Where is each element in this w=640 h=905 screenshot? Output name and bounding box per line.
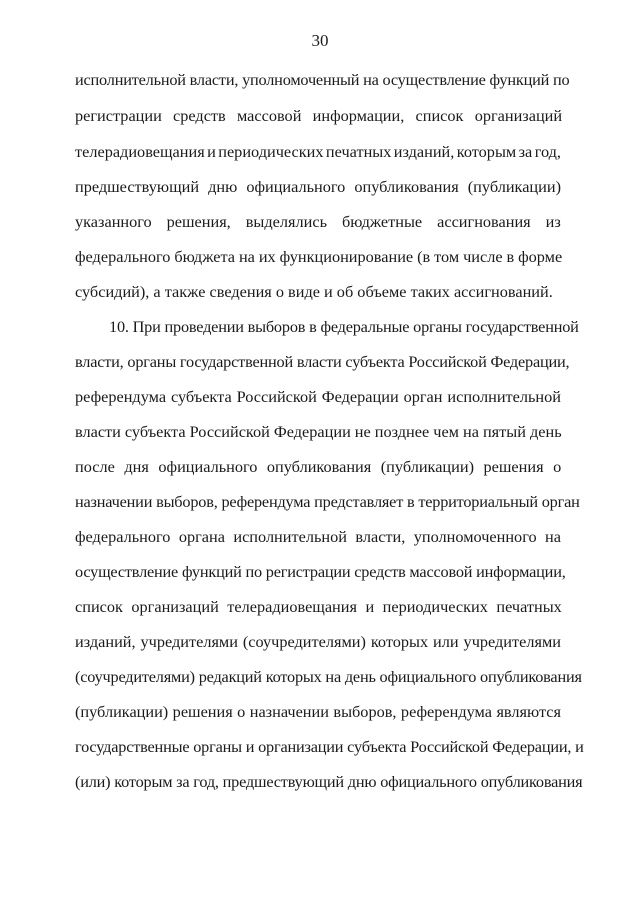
text-line: после дня официального опубликования (публикации) решения о — [75, 457, 562, 476]
text-line: власти субъекта Российской Федерации не позднее чем на пятый день — [75, 422, 562, 441]
text-line: референдума субъекта Российской Федерации орган исполнительной — [75, 387, 561, 406]
text-line: телерадиовещания и периодических печатных изданий, которым за год, — [75, 142, 561, 161]
text-line: (публикации) решения о назначении выборов, референдума являются — [75, 702, 561, 721]
text-line: предшествующий дню официального опубликования (публикации) — [75, 177, 561, 196]
text-line: список организаций телерадиовещания и периодических печатных — [75, 597, 562, 616]
text-line: государственные органы и организации субъекта Российской Федерации, и — [75, 737, 584, 756]
text-line: назначении выборов, референдума представляет в территориальный орган — [75, 492, 580, 511]
text-line: федерального органа исполнительной власти, уполномоченного на — [75, 527, 561, 546]
text-line: регистрации средств массовой информации, список организаций — [75, 106, 563, 125]
text-line: указанного решения, выделялись бюджетные ассигнования из — [75, 212, 561, 231]
text-line: исполнительной власти, уполномоченный на осуществление функций по — [75, 70, 570, 89]
text-line: (или) которым за год, предшествующий дню официального опубликования — [75, 772, 583, 791]
paragraph-10-start: 10. При проведении выборов в федеральные органы государственной — [109, 317, 579, 336]
text-line: осуществление функций по регистрации средств массовой информации, — [75, 562, 566, 581]
page-number: 30 — [311, 31, 329, 50]
text-line: федерального бюджета на их функционирование (в том числе в форме — [75, 247, 563, 266]
text-line: субсидий), а также сведения о виде и об объеме таких ассигнований. — [75, 282, 553, 301]
text-line: власти, органы государственной власти субъекта Российской Федерации, — [75, 352, 570, 371]
text-line: изданий, учредителями (соучредителями) которых или учредителями — [75, 632, 561, 651]
text-line: (соучредителями) редакций которых на день официального опубликования — [75, 667, 582, 686]
